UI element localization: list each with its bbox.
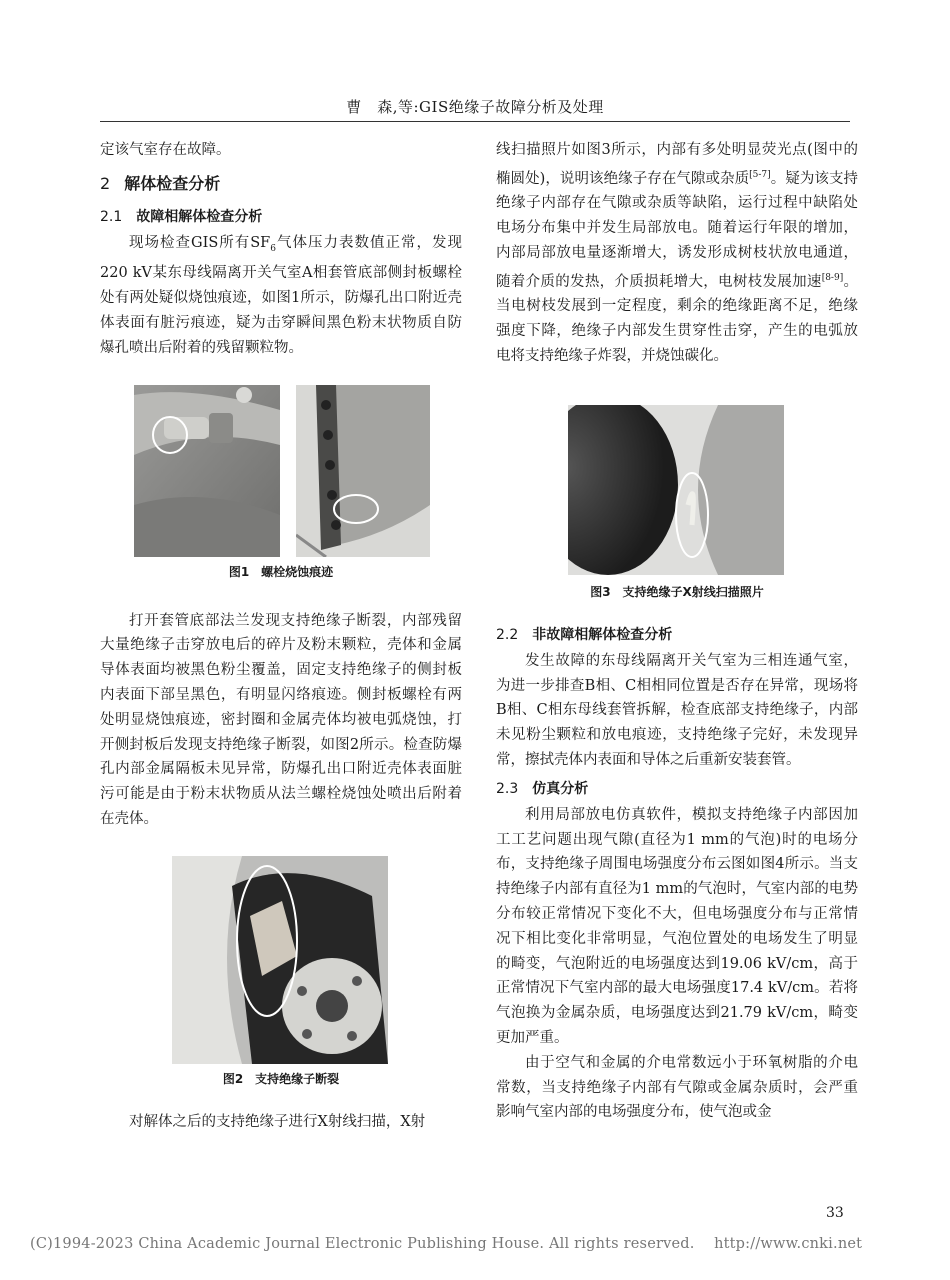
right-column — [496, 138, 858, 1125]
paragraph: 发生故障的东母线隔离开关气室为三相连通气室，为进一步排查B相、C相相同位置是否存在异常，现场将B相、C相东母线套管拆解，检查底部支持绝缘子，内部未见粉尘颗粒和放电痕迹，支持绝缘子完好，未发现异常，擦拭壳体内表面和导体之后重新安装套管。 — [496, 652, 858, 769]
bolt-photo-left — [134, 385, 280, 557]
figure-3-caption: 图3 支持绝缘子X射线扫描照片 — [590, 584, 764, 599]
paragraph: 利用局部放电仿真软件，模拟支持绝缘子内部因加工工艺问题出现气隙(直径为1 mm的气泡)时的电场分布，支持绝缘子周围电场强度分布云图如图4所示。当支持绝缘子内部有直径为1 mm的气泡时，气室内部的电势分布较正常情况下变化不大，但电场强度分布与正常情况下相比变化非常明显，气泡位置处的电场发生了明显的畸变，气泡附近的电场强度达到19.06 kV/cm，高于正常情况下气室内部的最大电场强度17.4 kV/cm。若将气泡换为金属杂质，电场强度达到21.79 kV/cm，畸变更加严重。 — [496, 806, 858, 1046]
subsection-heading: 2.1 故障相解体检查分析 — [100, 208, 263, 225]
paragraph: 线扫描照片如图3所示，内部有多处明显荧光点(图中的椭圆处)，说明该绝缘子存在气隙或杂质[5-7]。疑为该支持绝缘子内部存在气隙或杂质等缺陷，运行过程中缺陷处电场分布集中并发生局部放电。随着运行年限的增加，内部局部放电量逐渐增大，诱发形成树枝状放电通道，随着介质的发热，介质损耗增大，电树枝发展加速[8-9]。当电树枝发展到一定程度，剩余的绝缘距离不足，绝缘强度下降，绝缘子内部发生贯穿性击穿，产生的电弧放电将支持绝缘子炸裂，并烧蚀碳化。 — [496, 142, 859, 365]
figure-1 — [100, 385, 462, 557]
figure-2 — [100, 856, 462, 1064]
fractured-insulator-photo — [172, 856, 388, 1064]
paragraph: 现场检查GIS所有$SF_6$气体压力表数值正常，发现220 kV某东母线隔离开关气室A相套管底部侧封板螺栓处有两处疑似烧蚀痕迹，如图1所示，防爆孔出口附近壳体表面有脏污痕迹，疑为击穿瞬间黑色粉末状物质自防爆孔喷出后附着的残留颗粒物。 — [100, 234, 462, 356]
header-rule — [100, 121, 850, 122]
flange-photo-right — [296, 385, 430, 557]
subsection-heading: 2.3 仿真分析 — [496, 780, 589, 797]
left-column — [100, 138, 462, 1135]
paragraph: 定该气室存在故障。 — [100, 142, 231, 158]
figure-2-caption: 图2 支持绝缘子断裂 — [222, 1071, 340, 1086]
figure-1-caption: 图1 螺栓烧蚀痕迹 — [228, 564, 334, 579]
subsection-heading: 2.2 非故障相解体检查分析 — [496, 626, 673, 643]
xray-scan-photo — [568, 405, 784, 575]
paragraph: 由于空气和金属的介电常数远小于环氧树脂的介电常数，当支持绝缘子内部有气隙或金属杂质时，会严重影响气室内部的电场强度分布，使气泡或金 — [496, 1054, 858, 1121]
figure-3 — [496, 405, 858, 575]
page-number: 33 — [826, 1205, 844, 1221]
running-header: 曹 森,等:GIS绝缘子故障分析及处理 — [346, 98, 604, 116]
paragraph: 对解体之后的支持绝缘子进行X射线扫描，X射 — [129, 1113, 426, 1130]
section-heading: 2 解体检查分析 — [100, 173, 221, 193]
paragraph: 打开套管底部法兰发现支持绝缘子断裂，内部残留大量绝缘子击穿放电后的碎片及粉末颗粒，壳体和金属导体表面均被黑色粉尘覆盖，固定支持绝缘子的侧封板内表面下部呈黑色，有明显闪络痕迹。侧封板螺栓有两处明显烧蚀痕迹，密封圈和金属壳体均被电弧烧蚀，打开侧封板后发现支持绝缘子断裂，如图2所示。检查防爆孔内部金属隔板未见异常，防爆孔出口附近壳体表面脏污可能是由于粉末状物质从法兰螺栓烧蚀处喷出后附着在壳体。 — [100, 612, 462, 828]
copyright-footer: (C)1994-2023 China Academic Journal Electronic Publishing House. All rights reserved. http://www.cnki.net — [30, 1236, 863, 1252]
